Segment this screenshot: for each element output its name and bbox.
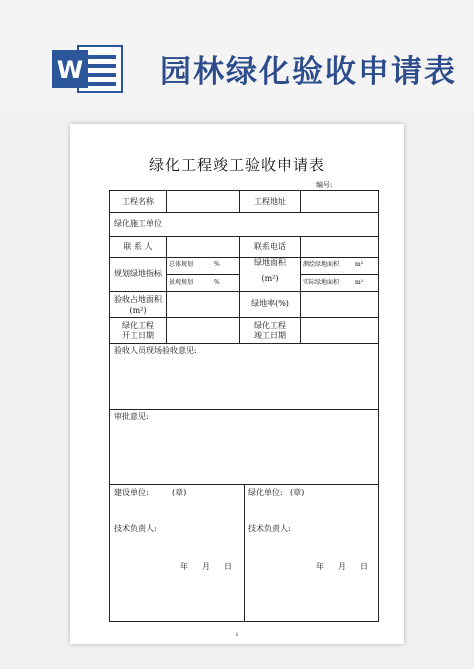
- date-right-label: 年 月 日: [316, 562, 371, 571]
- inspected-area-label: 验收占地面积: [114, 295, 162, 304]
- builder-seal-label: (章): [172, 488, 187, 497]
- application-form-table: [109, 190, 379, 622]
- header-banner: [0, 0, 474, 112]
- green-seal-label: (章): [290, 488, 305, 497]
- start-date-label-line1: 绿化工程: [122, 321, 154, 330]
- end-date-label-line2: 竣工日期: [254, 331, 286, 340]
- builder-unit-label: 建设单位:: [114, 488, 149, 497]
- word-document-icon: [52, 44, 124, 94]
- project-name-label: 工程名称: [122, 197, 154, 206]
- total-plan-label: 总体规划: [169, 261, 194, 268]
- onsite-opinion-label: 验收人员现场验收意见:: [114, 346, 197, 355]
- contact-phone-label: 联系电话: [254, 242, 286, 251]
- contact-person-label: 联 系 人: [123, 242, 153, 251]
- green-area-label: 绿地面积: [254, 258, 286, 267]
- actual-area-label: 实际绿地面积: [303, 279, 340, 286]
- document-title: 绿化工程竣工验收申请表: [148, 156, 325, 174]
- approval-opinion-label: 审批意见:: [114, 412, 149, 421]
- green-rate-label: 绿地率(%): [251, 299, 289, 308]
- green-area-unit: (m²): [261, 274, 279, 283]
- plan-index-label: 规划绿地指标: [114, 269, 162, 278]
- measured-area-label: 测绘绿地面积: [303, 261, 340, 268]
- actual-area-unit: m²: [355, 279, 364, 286]
- total-plan-unit: %: [214, 261, 220, 268]
- document-page: [70, 124, 404, 644]
- page-number: 1: [235, 632, 239, 638]
- project-address-label: 工程地址: [254, 197, 286, 206]
- inspected-area-unit: (m²): [129, 306, 147, 315]
- tech-lead-right-label: 技术负责人:: [248, 524, 291, 533]
- green-unit-label: 绿化单位:: [248, 488, 283, 497]
- svg-text:W: W: [56, 56, 84, 84]
- measured-area-unit: m²: [355, 261, 364, 268]
- landscape-plan-label: 景观规划: [169, 279, 194, 286]
- tech-lead-left-label: 技术负责人:: [114, 524, 157, 533]
- banner-title: 园林绿化验收申请表: [160, 54, 457, 90]
- end-date-label-line1: 绿化工程: [254, 321, 286, 330]
- date-left-label: 年 月 日: [180, 562, 235, 571]
- start-date-label-line2: 开工日期: [122, 331, 154, 340]
- document-number-label: 编号:: [316, 181, 333, 189]
- landscape-plan-unit: %: [214, 279, 220, 286]
- contractor-label: 绿化施工单位: [114, 219, 162, 228]
